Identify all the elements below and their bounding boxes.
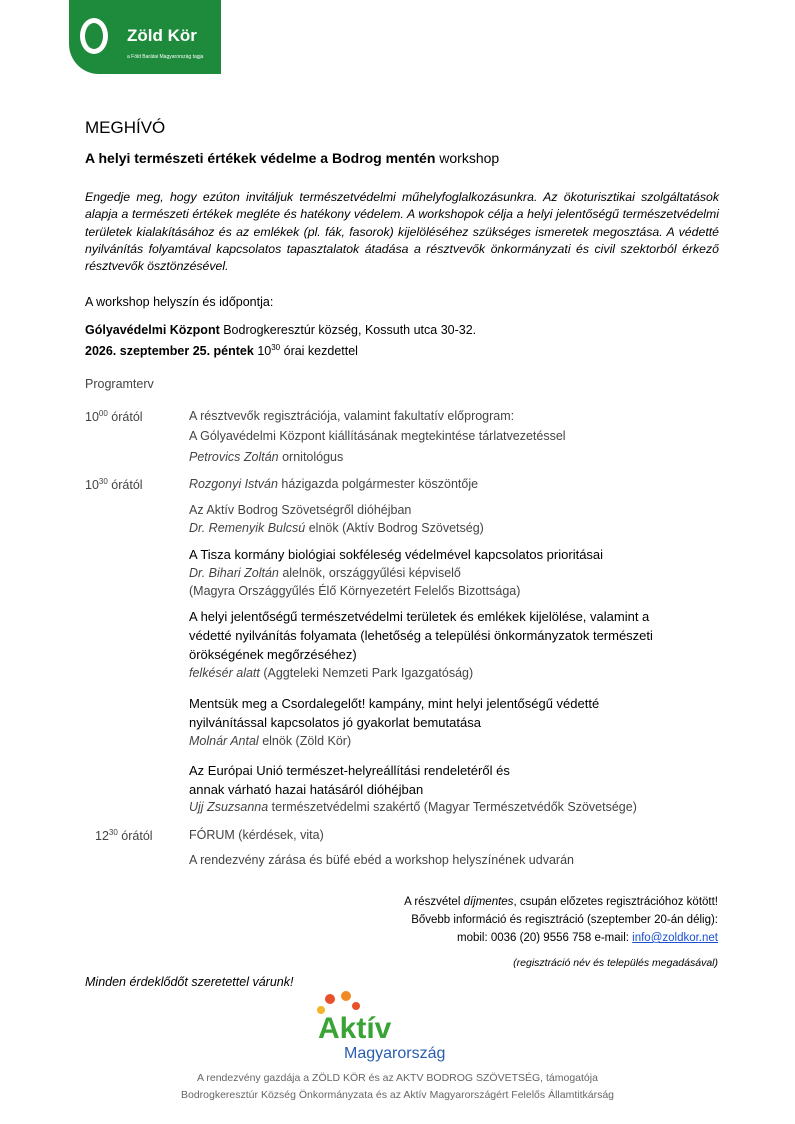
program-item: Az Aktív Bodrog Szövetségről dióhéjban	[189, 503, 412, 517]
time-1230: $12^{30}$ órától	[95, 828, 153, 844]
program-item: FÓRUM (kérdések, vita)	[189, 828, 324, 842]
aktiv-magyarorszag-logo	[310, 990, 480, 1062]
program-item: A Gólyavédelmi Központ kiállításának megtekintése tárlatvezetéssel	[189, 429, 566, 443]
program-topic: nyilvánítással kapcsolatos jó gyakorlat bemutatása	[189, 715, 481, 730]
zold-kor-ring-icon	[80, 18, 108, 54]
registration-hint: (regisztráció név és település megadásával)	[513, 957, 718, 969]
footer-line-2: Bodrogkeresztúr Község Önkormányzata és az Aktív Magyarországért Felelős Államtitkárság	[180, 1089, 615, 1101]
venue-line: Gólyavédelmi Központ Bodrogkeresztúr község, Kossuth utca 30-32.	[85, 323, 477, 337]
workshop-title: A helyi természeti értékek védelme a Bodrog mentén workshop	[85, 150, 500, 166]
program-speaker: Dr. Bihari Zoltán alelnök, országgyűlési képviselő	[189, 566, 461, 580]
aktiv-logo-line1: Aktív	[318, 1012, 392, 1045]
program-topic: Az Európai Unió természet-helyreállítási rendeletéről és	[189, 763, 510, 778]
registration-note: A részvétel díjmentes, csupán előzetes regisztrációhoz kötött!	[404, 896, 718, 908]
program-item: A rendezvény zárása és büfé ebéd a workshop helyszínének udvarán	[189, 853, 574, 867]
welcome-text: Minden érdeklődőt szeretettel várunk!	[85, 975, 294, 989]
program-speaker: Petrovics Zoltán ornitológus	[189, 450, 344, 464]
venue-intro: A workshop helyszín és időpontja:	[85, 295, 274, 309]
program-topic: A Tisza kormány biológiai sokféleség védelmével kapcsolatos prioritásai	[189, 547, 604, 562]
program-speaker: Ujj Zsuzsanna természetvédelmi szakértő (Magyar Természetvédők Szövetsége)	[189, 800, 637, 814]
email-link[interactable]: info@zoldkor.net	[632, 932, 718, 944]
program-topic: védetté nyilvánítás folyamata (lehetőség a települési önkormányzatok természeti	[189, 628, 653, 643]
program-topic: örökségének megőrzéséhez)	[189, 647, 357, 662]
program-speaker: Rozgonyi István házigazda polgármester köszöntője	[189, 477, 479, 491]
date-line: 2026. szeptember 25. péntek $10^{30}$ órai kezdettel	[85, 343, 358, 359]
registration-info: Bővebb információ és regisztráció (szeptember 20-án délig):	[411, 914, 718, 926]
program-topic: A helyi jelentőségű természetvédelmi területek és emlékek kijelölése, valamint a	[189, 609, 650, 624]
program-topic: Mentsük meg a Csordalegelőt! kampány, mint helyi jelentőségű védetté	[189, 696, 600, 711]
time-1000: $10^{00}$ órától	[85, 409, 143, 425]
program-topic: annak várható hazai hatásáról dióhéjban	[189, 782, 424, 797]
time-1030: $10^{30}$ órától	[85, 477, 143, 493]
program-speaker: felkésér alatt (Aggteleki Nemzeti Park Igazgatóság)	[189, 666, 474, 680]
program-label: Programterv	[85, 377, 154, 391]
page-title: MEGHÍVÓ	[85, 118, 166, 137]
program-speaker: Molnár Antal elnök (Zöld Kör)	[189, 734, 352, 748]
logo-name: Zöld Kör	[127, 26, 197, 45]
intro-paragraph: Engedje meg, hogy ezúton invitáljuk természetvédelmi műhelyfoglalkozásunkra. Az ökoturisztikai szolgáltatások alapja a természeti értékek megléte és hatékony védelem. A workshopok célja a helyi jelentőségű természetvédelmi területek kialakításához és az emlékek (pl. fák, fasorok) kijelöléséhez szükséges ismeretek megosztása. A védetté nyilvánítás folyamtával kapcsolatos tapasztalatok átadása a résztvevők önkormányzati és civil szektorból érkező résztvevők ösztönzésével.	[85, 190, 719, 274]
program-item: A résztvevők regisztrációja, valamint fakultatív előprogram:	[189, 409, 515, 423]
program-item: (Magyra Országgyűlés Élő Környezetért Felelős Bizottsága)	[189, 584, 521, 598]
footer-line-1: A rendezvény gazdája a ZÖLD KÖR és az AKTV BODROG SZÖVETSÉG, támogatója	[197, 1072, 598, 1084]
logo-tagline: a Föld Barátai Magyarország tagja	[127, 54, 204, 60]
aktiv-logo-line2: Magyarország	[344, 1045, 446, 1062]
program-speaker: Dr. Remenyik Bulcsú elnök (Aktív Bodrog Szövetség)	[189, 521, 484, 535]
contact-line: mobil: 0036 (20) 9556 758 e-mail: info@zoldkor.net	[457, 932, 718, 944]
